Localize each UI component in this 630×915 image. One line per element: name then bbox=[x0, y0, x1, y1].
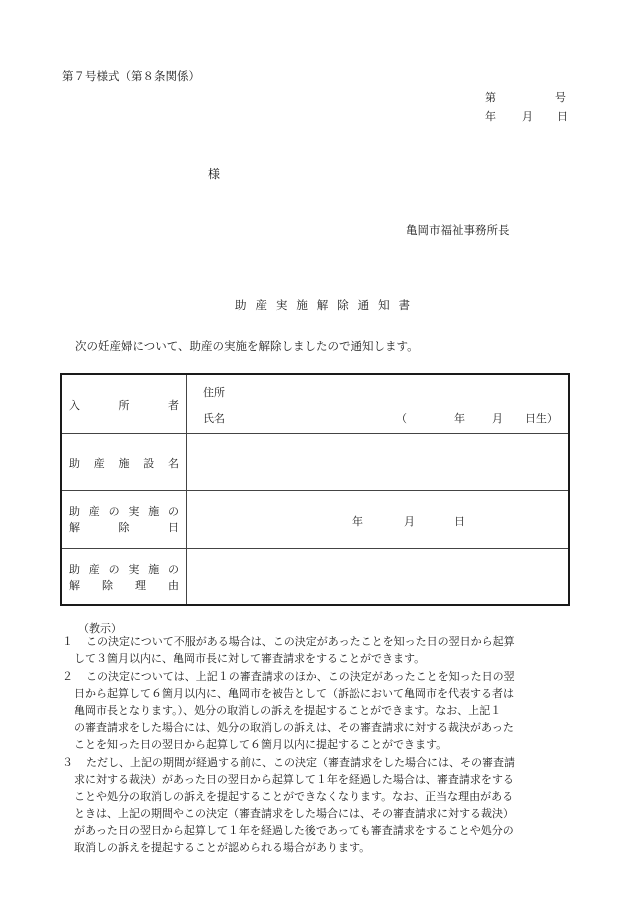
cancel-day-label: 日 bbox=[454, 515, 465, 528]
date-day-label: 日 bbox=[557, 110, 568, 123]
note-item bbox=[62, 633, 574, 667]
note-line: して３箇月以内に、亀岡市長に対して審査請求をすることができます。 bbox=[74, 652, 426, 665]
label-char: 産 bbox=[88, 563, 100, 576]
note-number: ２ bbox=[62, 670, 73, 683]
note-number: ３ bbox=[62, 756, 73, 769]
note-line: ときは、上記の期間やこの決定（審査請求をした場合には、その審査請求に対する裁決） bbox=[74, 807, 514, 820]
sender: 亀岡市福祉事務所長 bbox=[406, 223, 510, 237]
form-number: 第７号様式（第８条関係） bbox=[62, 69, 200, 83]
label-char: 所 bbox=[118, 399, 130, 412]
label-char: 設 bbox=[143, 457, 155, 470]
label-char: 施 bbox=[148, 505, 160, 518]
cancel-reason-label bbox=[69, 562, 179, 594]
note-line: この決定について不服がある場合は、この決定があったことを知った日の翌日から起算 bbox=[86, 635, 515, 648]
label-char: 者 bbox=[168, 399, 179, 412]
date-year-label: 年 bbox=[485, 110, 496, 123]
birthdate-month-label: 月 bbox=[492, 412, 503, 425]
title-char: 除 bbox=[337, 298, 349, 312]
table-row-cancel-reason bbox=[62, 548, 568, 605]
info-table bbox=[60, 373, 570, 606]
note-line: 日から起算して６箇月以内に、亀岡市を被告として（訴訟において亀岡市を代表する者は bbox=[74, 687, 514, 700]
label-char: 理 bbox=[135, 579, 146, 592]
note-line: 亀岡市長となります。）、処分の取消しの訴えを提起することができます。なお、上記１ bbox=[74, 704, 502, 717]
title-char: 施 bbox=[296, 298, 308, 312]
note-line: があった日の翌日から起算して１年を経過した後であっても審査請求をすることや処分の bbox=[74, 824, 514, 837]
label-char: 由 bbox=[168, 579, 179, 592]
label-char: 名 bbox=[168, 457, 179, 470]
notes-heading: （教示） bbox=[78, 622, 122, 635]
label-char: 実 bbox=[128, 563, 140, 576]
note-item bbox=[62, 754, 574, 856]
label-char: 解 bbox=[69, 521, 80, 534]
note-line: 取消しの訴えを提起することが認められる場合があります。 bbox=[74, 841, 371, 854]
label-char: 助 bbox=[69, 563, 80, 576]
birthdate-open-paren: （ bbox=[396, 412, 407, 425]
title-char: 実 bbox=[275, 298, 288, 312]
birthdate-year-label: 年 bbox=[454, 412, 465, 425]
label-char: 産 bbox=[93, 457, 105, 470]
label-char: 日 bbox=[168, 521, 179, 534]
label-char: の bbox=[167, 563, 179, 576]
label-char: 除 bbox=[118, 521, 130, 534]
title-char: 知 bbox=[378, 298, 390, 312]
cancel-month-label: 月 bbox=[404, 515, 415, 528]
label-char: 施 bbox=[148, 563, 160, 576]
label-char: の bbox=[108, 563, 120, 576]
title-char: 書 bbox=[398, 298, 410, 312]
cancel-year-label: 年 bbox=[352, 515, 363, 528]
document-title bbox=[235, 297, 410, 313]
note-line: ただし、上記の期間が経過する前に、この決定（審査請求をした場合には、その審査請 bbox=[86, 756, 515, 769]
cancel-date-label bbox=[69, 504, 179, 536]
document-number-suffix: 号 bbox=[555, 91, 566, 104]
label-char: 実 bbox=[128, 505, 140, 518]
facility-label bbox=[69, 456, 179, 472]
label-char: 産 bbox=[88, 505, 100, 518]
note-line: この決定については、上記１の審査請求のほか、この決定があったことを知った日の翌 bbox=[86, 670, 515, 683]
table-row-facility bbox=[62, 433, 568, 491]
table-row-cancel-date bbox=[62, 490, 568, 549]
table-row-entrant bbox=[62, 375, 568, 433]
label-char: 入 bbox=[69, 399, 80, 412]
note-line: ことや処分の取消しの訴えを提起することができなくなります。なお、正当な理由がある bbox=[74, 790, 514, 803]
entrant-label bbox=[69, 398, 179, 414]
label-char: 解 bbox=[69, 579, 80, 592]
birthdate-day-label: 日生） bbox=[525, 412, 558, 425]
addressee-honorific: 様 bbox=[208, 167, 221, 181]
title-char: 通 bbox=[357, 298, 370, 312]
label-char: 除 bbox=[102, 579, 113, 592]
note-line: ことを知った日の翌日から起算して６箇月以内に提起することができます。 bbox=[74, 738, 448, 751]
label-char: 助 bbox=[69, 457, 80, 470]
date-month-label: 月 bbox=[522, 110, 533, 123]
note-line: 求に対する裁決）があった日の翌日から起算して１年を経過した場合は、審査請求をする bbox=[74, 773, 514, 786]
address-label: 住所 bbox=[203, 386, 225, 399]
label-char: 施 bbox=[118, 457, 130, 470]
label-char: 助 bbox=[69, 505, 80, 518]
title-char: 助 bbox=[235, 298, 247, 312]
note-item bbox=[62, 668, 574, 753]
document-number-prefix: 第 bbox=[485, 91, 496, 104]
label-char: の bbox=[167, 505, 179, 518]
title-char: 産 bbox=[255, 298, 267, 312]
label-char: の bbox=[108, 505, 120, 518]
title-char: 解 bbox=[316, 298, 329, 312]
note-number: １ bbox=[62, 635, 73, 648]
intro-text: 次の妊産婦について、助産の実施を解除しましたので通知します。 bbox=[75, 339, 419, 353]
note-line: の審査請求をした場合には、処分の取消しの訴えは、その審査請求に対する裁決があった bbox=[74, 721, 514, 734]
name-label: 氏名 bbox=[203, 412, 225, 425]
